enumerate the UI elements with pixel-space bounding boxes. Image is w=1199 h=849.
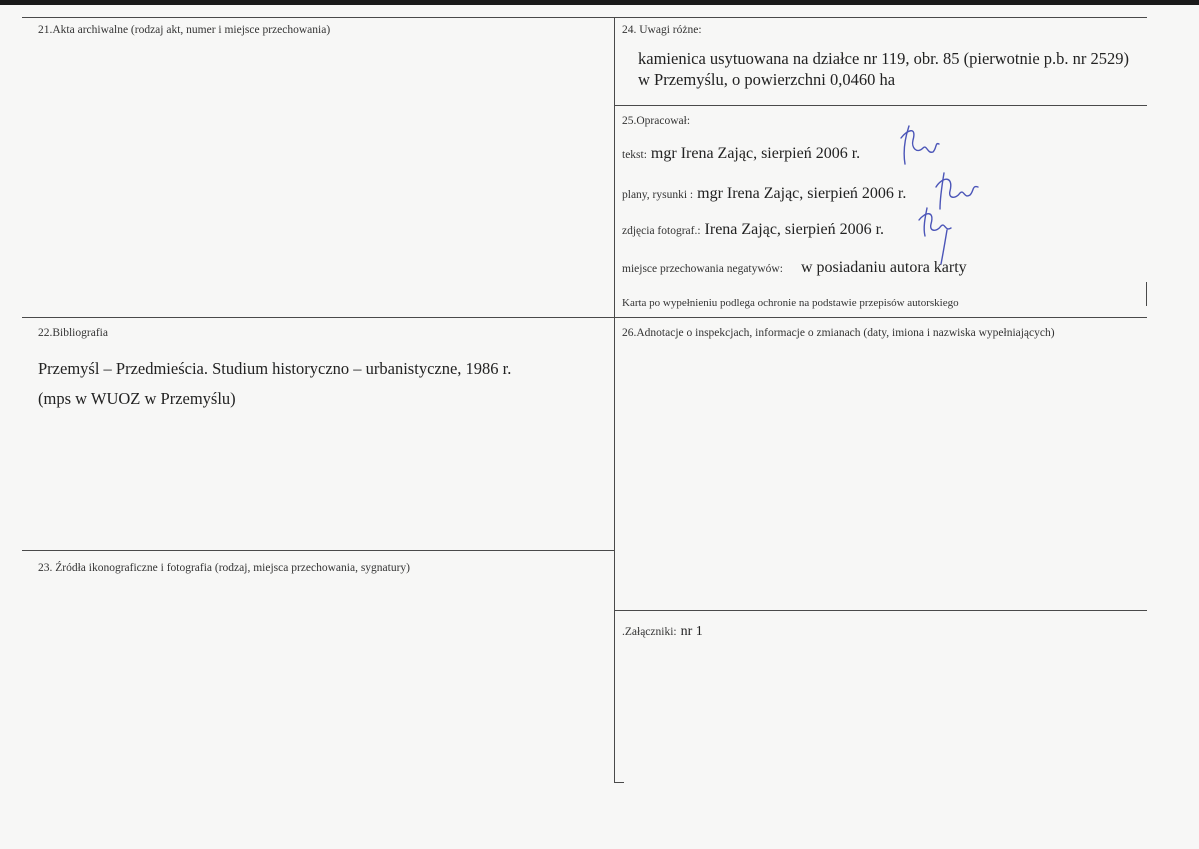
section-24-label: 24. Uwagi różne:: [622, 24, 702, 36]
signature-tekst: [893, 118, 953, 168]
plany-label: plany, rysunki :: [622, 189, 694, 201]
zdjecia-value: Irena Zając, sierpień 2006 r.: [704, 221, 885, 238]
scan-top-edge: [0, 0, 1199, 5]
tekst-row: [622, 145, 860, 163]
section-24-text-line1: kamienica usytuowana na działce nr 119, obr. 85 (pierwotnie p.b. nr 2529): [638, 49, 1130, 68]
tekst-label: tekst:: [622, 149, 647, 161]
section-26-label: 26.Adnotacje o inspekcjach, informacje o zmianach (daty, imiona i nazwiska wypełniających): [622, 327, 1055, 339]
divider-top: [22, 17, 1147, 18]
section-23-label: 23. Źródła ikonograficzne i fotografia (rodzaj, miejsca przechowania, sygnatury): [38, 562, 410, 574]
divider-row2: [22, 317, 1147, 318]
attachments-label: .Załączniki:: [622, 626, 677, 638]
divider-26-zal: [615, 610, 1147, 611]
section-21-label: 21.Akta archiwalne (rodzaj akt, numer i miejsce przechowania): [38, 24, 331, 36]
plany-value: mgr Irena Zając, sierpień 2006 r.: [697, 185, 907, 202]
bibliography-line1: Przemyśl – Przedmieścia. Studium historyczno – urbanistyczne, 1986 r.: [38, 359, 512, 378]
negatywy-value: w posiadaniu autora karty: [800, 259, 967, 276]
divider-center: [614, 17, 615, 783]
divider-right-edge: [1146, 282, 1147, 306]
attachments-row: [622, 622, 703, 640]
negatywy-row: [622, 259, 967, 277]
plany-row: [622, 185, 906, 203]
tekst-value: mgr Irena Zając, sierpień 2006 r.: [650, 145, 861, 162]
copyright-note: Karta po wypełnieniu podlega ochronie na podstawie przepisów autorskiego: [622, 297, 959, 309]
negatywy-label: miejsce przechowania negatywów:: [622, 263, 783, 275]
section-22-label: 22.Bibliografia: [38, 327, 108, 339]
attachments-value: nr 1: [680, 624, 703, 639]
bibliography-line2: (mps w WUOZ w Przemyślu): [38, 389, 236, 408]
zdjecia-row: [622, 221, 884, 239]
section-24-text-line2: w Przemyślu, o powierzchni 0,0460 ha: [638, 70, 896, 89]
zdjecia-label: zdjęcia fotograf.:: [622, 225, 701, 237]
section-25-label: 25.Opracował:: [622, 115, 691, 127]
divider-bottom-tick: [615, 782, 624, 783]
divider-24-25: [615, 105, 1147, 106]
divider-22-23: [22, 550, 614, 551]
